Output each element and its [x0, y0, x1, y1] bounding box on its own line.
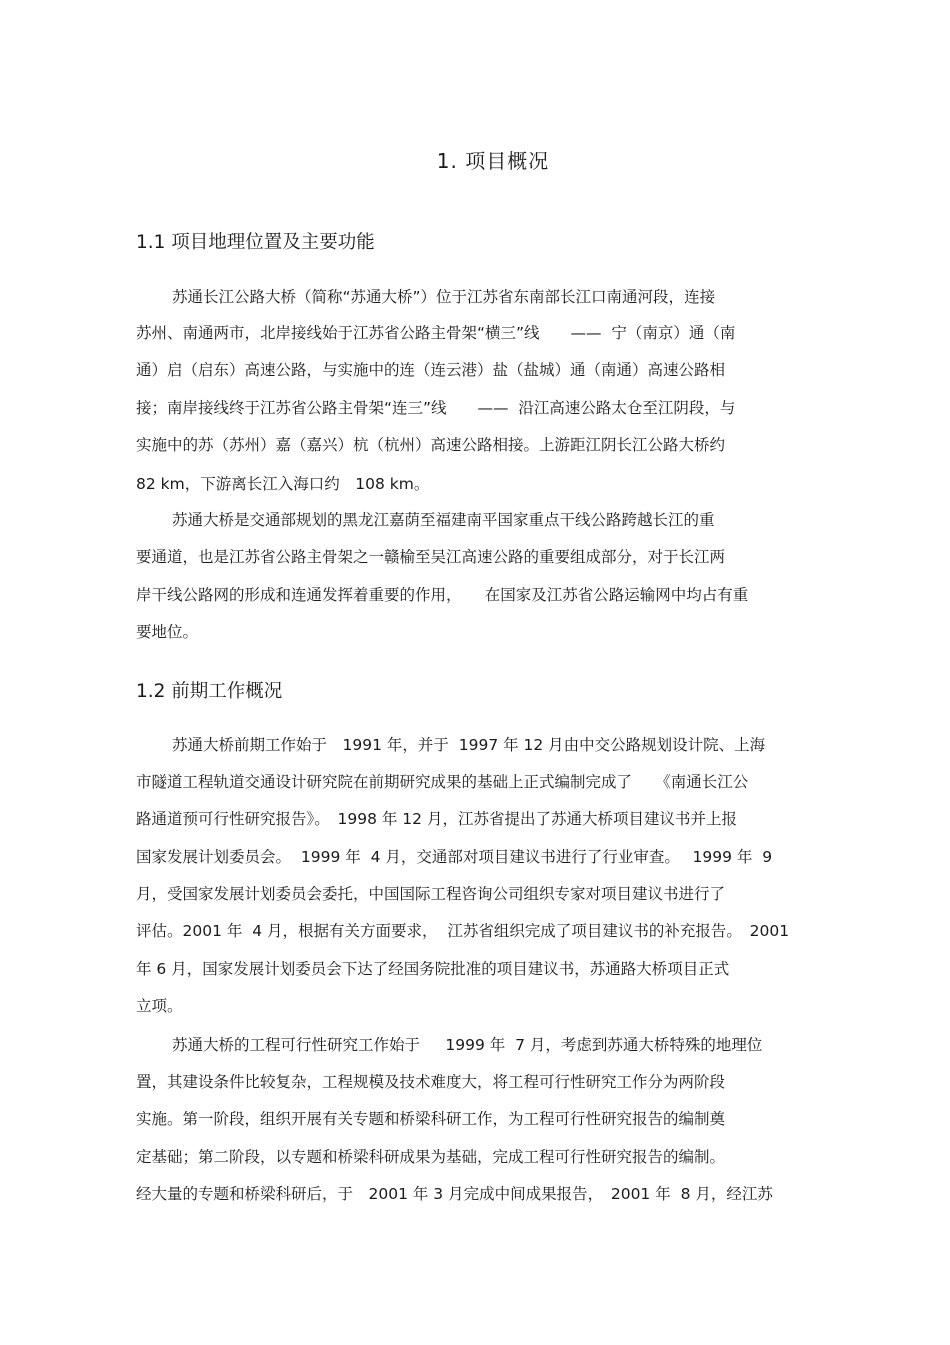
paragraph-line: 实施中的苏（苏州）嘉（嘉兴）杭（杭州）高速公路相接。上游距江阴长江公路大桥约	[136, 436, 726, 454]
paragraph-line: 立项。	[136, 997, 183, 1015]
paragraph-line: 月，受国家发展计划委员会委托，中国国际工程咨询公司组织专家对项目建议书进行了	[136, 885, 726, 903]
paragraph-line: 通）启（启东）高速公路，与实施中的连（连云港）盐（盐城）通（南通）高速公路相	[136, 361, 726, 379]
paragraph-line: 经大量的专题和桥梁科研后，于 2001 年 3 月完成中间成果报告， 2001 年 8 月，经江苏	[136, 1185, 773, 1203]
paragraph-line: 接；南岸接线终于江苏省公路主骨架“连三”线 —— 沿江高速公路太仓至江阴段，与	[136, 399, 736, 417]
paragraph-line: 82 km，下游离长江入海口约 108 km。	[136, 475, 430, 493]
paragraph-line: 置，其建设条件比较复杂，工程规模及技术难度大，将工程可行性研究工作分为两阶段	[136, 1073, 726, 1091]
paragraph-line: 实施。第一阶段，组织开展有关专题和桥梁科研工作，为工程可行性研究报告的编制奠	[136, 1110, 726, 1128]
paragraph-line: 岸干线公路网的形成和连通发挥着重要的作用， 在国家及江苏省公路运输网中均占有重	[136, 586, 749, 604]
paragraph-line: 苏通大桥的工程可行性研究工作始于 1999 年 7 月，考虑到苏通大桥特殊的地理位	[172, 1036, 763, 1054]
paragraph-line: 苏通大桥是交通部规划的黑龙江嘉荫至福建南平国家重点干线公路跨越长江的重	[172, 511, 715, 529]
paragraph-line: 评估。2001 年 4 月，根据有关方面要求， 江苏省组织完成了项目建议书的补充报告。 2001	[136, 922, 790, 940]
paragraph-line: 苏州、南通两市，北岸接线始于江苏省公路主骨架“横三”线 —— 宁（南京）通（南	[136, 324, 736, 342]
paragraph-line: 要通道，也是江苏省公路主骨架之一赣榆至吴江高速公路的重要组成部分，对于长江两	[136, 548, 726, 566]
section-heading-1-1: 1.1 项目地理位置及主要功能	[136, 232, 375, 253]
paragraph-line: 要地位。	[136, 623, 199, 641]
paragraph-line: 市隧道工程轨道交通设计研究院在前期研究成果的基础上正式编制完成了 《南通长江公	[136, 773, 749, 791]
paragraph-line: 苏通长江公路大桥（简称“苏通大桥”）位于江苏省东南部长江口南通河段，连接	[172, 288, 716, 306]
paragraph-line: 国家发展计划委员会。 1999 年 4 月，交通部对项目建议书进行了行业审查。 1999 年 9	[136, 848, 773, 866]
paragraph-line: 路通道预可行性研究报告》。 1998 年 12 月，江苏省提出了苏通大桥项目建议书并上报	[136, 810, 737, 828]
paragraph-line: 年 6 月，国家发展计划委员会下达了经国务院批准的项目建议书，苏通路大桥项目正式	[136, 960, 730, 978]
section-heading-1-2: 1.2 前期工作概况	[136, 681, 283, 702]
paragraph-line: 苏通大桥前期工作始于 1991 年，并于 1997 年 12 月由中交公路规划设计院、上海	[172, 736, 766, 754]
page-title: 1. 项目概况	[436, 149, 550, 173]
paragraph-line: 定基础；第二阶段，以专题和桥梁科研成果为基础，完成工程可行性研究报告的编制。	[136, 1148, 726, 1166]
